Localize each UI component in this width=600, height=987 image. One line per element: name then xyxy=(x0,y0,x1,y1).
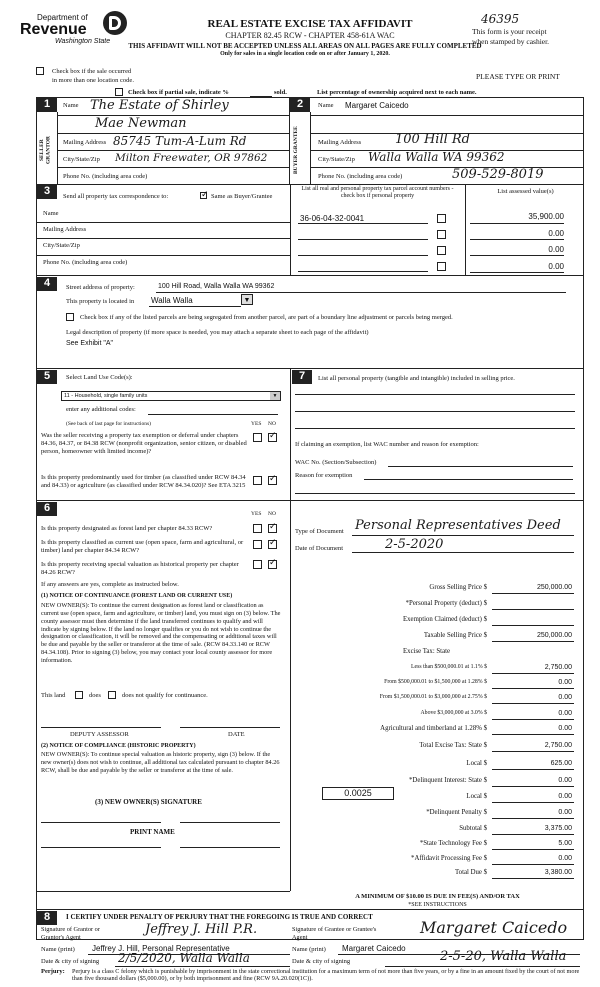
s5-question-1: Was the seller receiving a property tax exemption or deferral under chapters 84.36, 84.37, or 84.38 RCW (nonprofit organization, senior citizen, or disabled person, homeowner with limited income)? xyxy=(41,432,247,455)
personal-property-checkbox[interactable] xyxy=(437,246,446,255)
calc-label: Total Due $ xyxy=(455,869,487,876)
s5-question-2: Is this property predominantly used for timber (as classified under RCW 84.34 and 84.33) or agriculture (as classified under RCW 84.34.020)? See ETA 3215 xyxy=(41,474,246,489)
seller-address-label: Mailing Address xyxy=(63,139,107,146)
personal-property-checkbox[interactable] xyxy=(437,214,446,223)
calc-label: Agricultural and timberland at 1.28% $ xyxy=(380,725,487,732)
form-chapter: CHAPTER 82.45 RCW - CHAPTER 458-61A WAC xyxy=(225,31,395,40)
calc-amount[interactable]: 250,000.00 xyxy=(536,584,572,591)
legal-desc-label: Legal description of property (if more space is needed, you may attach a separate sheet to each page of the affidavit) xyxy=(66,329,369,336)
grantee-date-label: Date & city of signing xyxy=(292,958,351,965)
additional-codes-field[interactable] xyxy=(148,413,278,415)
calc-label: *Affidavit Processing Fee $ xyxy=(411,855,487,862)
corr-name-label: Name xyxy=(43,210,59,217)
yes-header: YES xyxy=(251,421,262,427)
section-2-badge: 2 xyxy=(290,98,310,112)
s6-question-3: Is this property receiving special valuation as historical property per chapter 84.26 RCW? xyxy=(41,561,239,576)
buyer-side-label: BUYER GRANTEE xyxy=(293,126,299,174)
section-6-badge: 6 xyxy=(37,502,57,516)
does-label: does xyxy=(89,692,101,699)
segregation-label: Check box if any of the listed parcels are being segregated from another parcel, are part of a boundary line adjustment or parcels being merged. xyxy=(80,314,453,321)
perjury-text: Perjury is a class C felony which is punishable by imprisonment in the state correctional institution for a maximum term of not more than five years, or by a fine in an amount fixed by the court of not more than five thousand dollars ($5,000.00), or by both imprisonment and fine (RCW 9A.20.020(1C)). xyxy=(72,968,580,983)
grantee-signature[interactable]: Margaret Caicedo xyxy=(420,918,568,937)
street-label: Street address of property: xyxy=(66,284,135,291)
calc-label: Local $ xyxy=(466,760,487,767)
assessed-value[interactable]: 0.00 xyxy=(548,229,564,238)
calc-label: Gross Selling Price $ xyxy=(429,584,487,591)
calc-label: *State Technology Fee $ xyxy=(419,840,487,847)
personal-property-checkbox[interactable] xyxy=(437,262,446,271)
calc-amount[interactable]: 0.00 xyxy=(558,694,572,701)
calc-amount[interactable]: 0.00 xyxy=(558,777,572,784)
does-checkbox[interactable] xyxy=(75,691,83,699)
see-instructions: *SEE INSTRUCTIONS xyxy=(408,902,467,908)
no-header: NO xyxy=(268,421,276,427)
assessor-date-label: DATE xyxy=(228,731,245,738)
wac-field[interactable] xyxy=(388,465,573,467)
seller-phone-label: Phone No. (including area code) xyxy=(63,173,148,180)
buyer-phone[interactable]: 509-529-8019 xyxy=(452,167,544,182)
same-as-buyer-label: Same as Buyer/Grantee xyxy=(211,193,273,200)
exemption-claim-label: If claiming an exemption, list WAC number and reason for exemption: xyxy=(295,441,479,448)
grantor-date-label: Date & city of signing xyxy=(41,958,100,965)
calc-amount[interactable]: 625.00 xyxy=(550,760,572,767)
form-notice: THIS AFFIDAVIT WILL NOT BE ACCEPTED UNLESS ALL AREAS ON ALL PAGES ARE FULLY COMPLETED xyxy=(128,42,482,50)
section-1-badge: 1 xyxy=(37,98,57,112)
calc-label: Exemption Claimed (deduct) $ xyxy=(403,616,487,623)
yes-checkbox[interactable] xyxy=(253,540,262,549)
no-checkbox[interactable] xyxy=(268,560,277,569)
wac-label: WAC No. (Section/Subsection) xyxy=(295,459,377,466)
same-as-buyer-checkbox[interactable] xyxy=(200,192,207,199)
s6-question-2: Is this property classified as current use (open space, farm and agricultural, or timber) land per chapter 84.34 RCW? xyxy=(41,539,244,554)
grantor-signature[interactable]: Jeffrey J. Hill P.R. xyxy=(145,922,258,937)
does-not-label: does not qualify for continuance. xyxy=(122,692,208,699)
located-label: This property is located in xyxy=(66,298,135,305)
yes-checkbox[interactable] xyxy=(253,560,262,569)
calc-label: Total Excise Tax: State $ xyxy=(419,742,487,749)
assessed-header: List assessed value(s) xyxy=(497,188,554,195)
calc-amount[interactable]: 0.00 xyxy=(558,725,572,732)
section-4-badge: 4 xyxy=(37,277,57,291)
personal-property-checkbox[interactable] xyxy=(437,230,446,239)
doc-type[interactable]: Personal Representatives Deed xyxy=(355,518,561,533)
doc-date-label: Date of Document xyxy=(295,545,344,552)
handwritten-number: 46395 xyxy=(481,12,520,26)
grantee-name-label: Name (print) xyxy=(292,946,326,953)
dept-label: Department of xyxy=(37,13,88,22)
form-only: Only for sales in a single location code on or after January 1, 2020. xyxy=(220,51,390,57)
calc-label: Subtotal $ xyxy=(459,825,487,832)
no-checkbox[interactable] xyxy=(268,433,277,442)
land-use-dropdown-icon[interactable]: ▼ xyxy=(270,392,280,400)
deputy-assessor-label: DEPUTY ASSESSOR xyxy=(70,731,129,738)
calc-label: *Delinquent Interest: State $ xyxy=(409,777,487,784)
calc-amount[interactable]: 250,000.00 xyxy=(536,632,572,639)
this-land-label: This land xyxy=(41,692,66,699)
land-use-label: Select Land Use Code(s): xyxy=(66,374,133,381)
buyer-phone-label: Phone No. (including area code) xyxy=(318,173,403,180)
receipt-note-2: when stamped by cashier. xyxy=(472,37,550,46)
corr-address-label: Mailing Address xyxy=(43,226,87,233)
calc-amount[interactable]: 0.00 xyxy=(558,855,572,862)
grantee-date[interactable]: 2-5-20, Walla Walla xyxy=(440,949,567,964)
calc-amount[interactable]: 3,380.00 xyxy=(544,869,572,876)
grantor-name[interactable]: Jeffrey J. Hill, Personal Representative xyxy=(92,944,230,953)
calc-label: Local $ xyxy=(466,793,487,800)
buyer-address-label: Mailing Address xyxy=(318,139,362,146)
no-checkbox[interactable] xyxy=(268,540,277,549)
assessed-value[interactable]: 0.00 xyxy=(548,245,564,254)
no-checkbox[interactable] xyxy=(268,524,277,533)
correspondence-label: Send all property tax correspondence to: xyxy=(63,193,169,200)
land-use-select[interactable] xyxy=(61,391,281,401)
reason-field[interactable] xyxy=(364,478,573,480)
calc-label: From $1,500,000.01 to $3,000,000 at 2.75% $ xyxy=(379,694,487,700)
buyer-city[interactable]: Walla Walla WA 99362 xyxy=(368,150,505,164)
buyer-address[interactable]: 100 Hill Rd xyxy=(395,132,470,147)
notice-continuance-title: (1) NOTICE OF CONTINUANCE (FOREST LAND OR CURRENT USE) xyxy=(41,593,233,599)
print-name-label: PRINT NAME xyxy=(130,828,175,836)
state-label: Washington State xyxy=(55,38,111,45)
seller-city[interactable]: Milton Freewater, OR 97862 xyxy=(115,152,268,164)
calc-amount[interactable]: 0.00 xyxy=(558,793,572,800)
section-7-badge: 7 xyxy=(292,370,312,384)
additional-codes-label: enter any additional codes: xyxy=(66,406,136,413)
does-not-checkbox[interactable] xyxy=(108,691,116,699)
section-5-badge: 5 xyxy=(37,370,57,384)
local-rate-box[interactable]: 0.0025 xyxy=(322,787,394,800)
calc-label: Above $3,000,000 at 3.0% $ xyxy=(420,710,487,716)
yes-checkbox[interactable] xyxy=(253,476,262,485)
personal-property-label: List all personal property (tangible and intangible) included in selling price. xyxy=(318,375,515,382)
seller-address[interactable]: 85745 Tum-A-Lum Rd xyxy=(113,134,247,148)
notice-compliance-body: NEW OWNER(S): To continue special valuation as historic property, sign (3) below. If the new owner(s) does not wish to continue, all additional tax calculated pursuant to chapter 84.26 RCW, shall be due and payable by the seller or transferor at the time of sale. xyxy=(41,751,280,774)
land-use-value: 11 - Household, single family units xyxy=(64,393,148,399)
calc-label: *Delinquent Penalty $ xyxy=(426,809,487,816)
seller-city-label: City/State/Zip xyxy=(63,156,100,163)
certify-text: I CERTIFY UNDER PENALTY OF PERJURY THAT THE FOREGOING IS TRUE AND CORRECT xyxy=(66,913,373,921)
calc-label: Taxable Selling Price $ xyxy=(423,632,487,639)
seller-name-line1[interactable]: The Estate of Shirley xyxy=(90,98,229,113)
corr-city-label: City/State/Zip xyxy=(43,242,80,249)
assessed-value[interactable]: 0.00 xyxy=(548,262,564,271)
notice-compliance-title: (2) NOTICE OF COMPLIANCE (HISTORIC PROPERTY) xyxy=(41,743,196,749)
calc-amount[interactable]: 5.00 xyxy=(558,840,572,847)
calc-amount[interactable]: 0.00 xyxy=(558,710,572,717)
revenue-logo-text: Revenue xyxy=(20,21,87,38)
section-3-badge: 3 xyxy=(37,185,57,199)
seller-name-line2[interactable]: Mae Newman xyxy=(95,116,187,131)
partial-sale-checkbox[interactable] xyxy=(115,88,123,96)
corr-phone-label: Phone No. (including area code) xyxy=(43,259,128,266)
buyer-city-label: City/State/Zip xyxy=(318,156,355,163)
yes-checkbox[interactable] xyxy=(253,433,262,442)
calc-amount[interactable]: 3,375.00 xyxy=(544,825,572,832)
seller-side-label: SELLER GRANTOR xyxy=(39,136,52,165)
seller-name-label: Name xyxy=(63,102,79,109)
buyer-name[interactable]: Margaret Caicedo xyxy=(345,101,409,110)
multi-location-label: Check box if the sale occurred xyxy=(52,68,132,75)
yes-checkbox[interactable] xyxy=(253,524,262,533)
new-owner-signature-label: (3) NEW OWNER(S) SIGNATURE xyxy=(95,798,202,806)
assessed-value[interactable]: 35,900.00 xyxy=(528,212,564,221)
doc-type-label: Type of Document xyxy=(295,528,344,535)
calc-amount[interactable]: 0.00 xyxy=(558,679,572,686)
s6-yes-header: YES xyxy=(251,511,262,517)
calc-label: From $500,000.01 to $1,500,000 at 1.28% $ xyxy=(384,679,487,685)
section-8-badge: 8 xyxy=(37,911,57,925)
grantee-name[interactable]: Margaret Caicedo xyxy=(342,944,406,953)
no-checkbox[interactable] xyxy=(268,476,277,485)
street-address[interactable]: 100 Hill Road, Walla Walla WA 99362 xyxy=(158,283,275,290)
reason-label: Reason for exemption xyxy=(295,472,353,479)
parcel-number[interactable]: 36-06-04-32-0041 xyxy=(300,214,365,223)
multi-location-label-2: in more than one location code. xyxy=(52,77,134,84)
see-back-note: (See back of last page for instructions) xyxy=(66,421,151,427)
calc-label: *Personal Property (deduct) $ xyxy=(405,600,487,607)
grantee-sig-label: Signature of Grantee or Grantee's Agent xyxy=(292,926,377,941)
calc-label: Less than $500,000.01 at 1.1% $ xyxy=(411,664,487,670)
s6-question-1: Is this property designated as forest land per chapter 84.33 RCW? xyxy=(41,525,213,532)
parcel-header: List all real and personal property tax parcel account numbers - check box if personal property xyxy=(301,186,454,200)
partial-sale-label: Check box if partial sale, indicate % xyxy=(128,89,229,96)
minimum-note: A MINIMUM OF $10.00 IS DUE IN FEE(S) AND/OR TAX xyxy=(355,893,520,900)
grantor-date[interactable]: 2/5/2020, Walla Walla xyxy=(118,951,250,965)
buyer-name-label: Name xyxy=(318,102,334,109)
calc-amount[interactable]: 0.00 xyxy=(558,809,572,816)
multi-location-checkbox[interactable] xyxy=(36,67,44,75)
perjury-title: Perjury: xyxy=(41,968,65,975)
notice-continuance-body: NEW OWNER(S): To continue the current designation as forest land or classification as current use (open space, farm and agriculture, or timber) land, you must sign on (3) below. The county assessor must then determine if the land transferred continues to qualify and will indicate by signing below. If the land no longer qualifies or you do not wish to continue the designation or classification, it will be removed and the compensating or additional taxes will be due and payable by the seller or transferor at the time of sale. (RCW 84.33.140 or RCW 84.34.108). Prior to signing (3) below, you may contact your local county assessor for more information. xyxy=(41,602,281,665)
location-dropdown-icon[interactable]: ▼ xyxy=(241,294,253,305)
calc-amount[interactable]: 2,750.00 xyxy=(544,742,572,749)
sold-label: sold. xyxy=(274,89,287,96)
doc-date[interactable]: 2-5-2020 xyxy=(385,537,444,552)
grantor-sig-label: Signature of Grantor or Grantor's Agent xyxy=(41,926,100,941)
grantor-name-label: Name (print) xyxy=(41,946,75,953)
location-select[interactable]: Walla Walla xyxy=(151,296,193,305)
calc-label: Excise Tax: State xyxy=(403,648,450,655)
calc-amount[interactable]: 2,750.00 xyxy=(544,664,572,671)
segregation-checkbox[interactable] xyxy=(66,313,74,321)
type-print: PLEASE TYPE OR PRINT xyxy=(476,72,560,81)
legal-desc[interactable]: See Exhibit "A" xyxy=(66,340,113,347)
form-title: REAL ESTATE EXCISE TAX AFFIDAVIT xyxy=(207,18,413,30)
receipt-note-1: This form is your receipt xyxy=(472,27,547,36)
if-any-yes: If any answers are yes, complete as instructed below. xyxy=(41,581,179,588)
ownership-pct-note: List percentage of ownership acquired next to each name. xyxy=(317,89,477,96)
s6-no-header: NO xyxy=(268,511,276,517)
